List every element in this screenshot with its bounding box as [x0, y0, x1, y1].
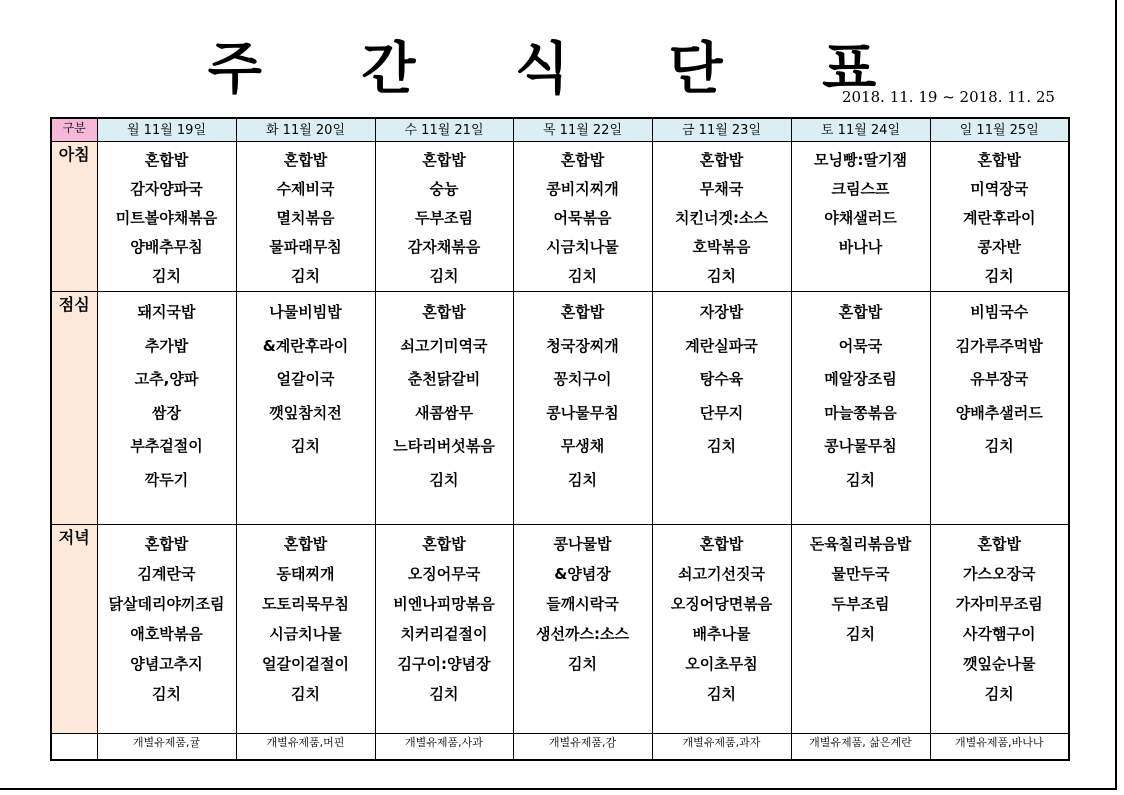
menu-item: 동태찌개	[276, 565, 335, 583]
menu-cell	[930, 142, 1069, 292]
menu-item: 탕수육	[699, 370, 744, 388]
menu-item: 콩나물무침	[824, 437, 897, 455]
menu-item-list	[237, 292, 375, 464]
menu-item: 계란실파국	[685, 336, 758, 355]
menu-item: 계란후라이	[963, 209, 1036, 227]
menu-cell	[375, 525, 513, 734]
menu-item: 치커리겉절이	[400, 625, 488, 643]
menu-item: 깍두기	[144, 470, 189, 489]
menu-cell	[236, 292, 375, 525]
menu-cell	[652, 142, 791, 292]
menu-item-list	[792, 142, 930, 262]
menu-item-list	[653, 525, 791, 709]
menu-item: 돼지국밥	[137, 303, 196, 321]
menu-item: 혼합밥	[560, 303, 605, 321]
menu-item: 배추나물	[692, 625, 751, 643]
menu-item: 나물비빔밥	[269, 303, 342, 321]
menu-item: 무생채	[560, 437, 605, 455]
weekly-menu-table	[50, 117, 1070, 761]
menu-item: 애호박볶음	[130, 625, 203, 643]
menu-item: 깻잎순나물	[963, 655, 1036, 673]
menu-item: 김치	[568, 470, 597, 489]
menu-item: 혼합밥	[422, 151, 466, 169]
menu-item: 콩나물무침	[546, 403, 619, 422]
menu-item: 비빔국수	[970, 303, 1029, 321]
menu-cell	[930, 292, 1069, 525]
meal-row-dinner	[51, 525, 1069, 734]
menu-item: 김치	[291, 267, 320, 285]
menu-item: 메알장조림	[824, 370, 897, 388]
menu-item: 김치	[152, 267, 181, 285]
menu-item: 혼합밥	[283, 535, 328, 553]
menu-cell	[791, 292, 930, 525]
menu-item-list	[98, 525, 236, 709]
header-row	[51, 118, 1069, 142]
menu-cell	[236, 142, 375, 292]
menu-cell	[652, 525, 791, 734]
menu-item-list	[376, 525, 513, 709]
menu-item: 야채샐러드	[824, 209, 897, 227]
menu-item: 바나나	[838, 238, 883, 256]
day-header: 금 11월 23일	[652, 118, 791, 142]
meal-row-breakfast	[51, 142, 1069, 292]
menu-item: &양념장	[554, 565, 611, 583]
menu-item: 얼갈이겉절이	[262, 655, 349, 673]
menu-cell	[513, 292, 652, 525]
menu-item: 김치	[152, 685, 181, 703]
menu-item: 오이초무침	[685, 655, 758, 673]
menu-cell	[930, 525, 1069, 734]
menu-item: 양배추샐러드	[955, 403, 1043, 422]
day-header: 토 11월 24일	[791, 118, 930, 142]
menu-item: 모닝빵:딸기잼	[814, 151, 907, 169]
menu-cell	[236, 525, 375, 734]
menu-cell	[97, 525, 236, 734]
menu-item: 수제비국	[276, 180, 335, 198]
menu-item: 감자채볶음	[407, 238, 481, 256]
menu-item: 콩자반	[977, 238, 1021, 256]
menu-item: 오징어무국	[407, 565, 481, 583]
menu-item-list	[653, 142, 791, 291]
menu-item: 무채국	[699, 180, 744, 198]
menu-item: 김치	[846, 470, 875, 489]
extras-label-cell	[51, 734, 97, 761]
menu-item: 가스오장국	[963, 565, 1036, 583]
menu-item: 혼합밥	[838, 303, 883, 321]
menu-item: 혼합밥	[283, 151, 328, 169]
menu-item-list	[931, 292, 1069, 464]
menu-item: 생선까스:소스	[536, 625, 629, 643]
menu-item: 크림스프	[831, 180, 890, 198]
menu-item: 혼합밥	[144, 151, 189, 169]
menu-item: 콩나물밥	[553, 535, 612, 553]
meal-label: 아침	[51, 142, 97, 292]
menu-cell	[97, 142, 236, 292]
menu-item: 김치	[707, 267, 736, 285]
menu-item: 가자미무조림	[955, 595, 1043, 613]
menu-item-list	[931, 525, 1069, 709]
menu-item: 청국장찌개	[546, 336, 619, 355]
menu-item: 멸치볶음	[276, 209, 335, 227]
menu-item: 혼합밥	[560, 151, 605, 169]
extras-row	[51, 734, 1069, 761]
menu-item: 추가밥	[144, 336, 189, 355]
day-header: 화 11월 20일	[236, 118, 375, 142]
menu-item: 치킨너겟:소스	[675, 209, 768, 227]
meal-label: 점심	[51, 292, 97, 525]
menu-item: 마늘쫑볶음	[824, 403, 897, 422]
menu-item-list	[237, 142, 375, 291]
menu-item: 어묵볶음	[553, 209, 612, 227]
menu-item: 깻잎참치전	[269, 403, 342, 422]
menu-item-list	[514, 292, 652, 497]
menu-item: 어묵국	[838, 336, 883, 355]
menu-item: 양념고추지	[130, 655, 203, 673]
menu-item: 부추겉절이	[130, 437, 203, 455]
page-title: 주 간 식 단 표	[207, 37, 917, 102]
menu-item: 들깨시락국	[546, 595, 619, 613]
menu-item: 김치	[429, 685, 459, 703]
menu-item: 김치	[291, 685, 320, 703]
menu-item: 숭늉	[429, 180, 459, 198]
menu-item: 돈육칠리볶음밥	[809, 535, 912, 553]
menu-item: 단무지	[699, 403, 744, 422]
menu-item: 미역장국	[970, 180, 1029, 198]
menu-item: 김구이:양념장	[397, 655, 491, 673]
menu-item: 자장밥	[699, 303, 744, 321]
menu-item: 고추,양파	[134, 370, 199, 388]
extra-cell: 개별유제품,머핀	[236, 734, 375, 761]
menu-item-list	[931, 142, 1069, 291]
menu-item: 새콤쌈무	[415, 403, 473, 422]
menu-item-list	[792, 292, 930, 497]
menu-item: 쇠고기미역국	[400, 336, 488, 355]
menu-item: 김치	[568, 267, 597, 285]
menu-item: 혼합밥	[699, 535, 744, 553]
menu-item: 호박볶음	[692, 238, 751, 256]
extra-cell: 개별유제품,감	[513, 734, 652, 761]
menu-item: 김치	[707, 685, 736, 703]
meal-row-lunch	[51, 292, 1069, 525]
menu-item: 김치	[984, 685, 1014, 703]
menu-item: 얼갈이국	[276, 370, 335, 388]
menu-item: 혼합밥	[422, 535, 466, 553]
menu-cell	[513, 525, 652, 734]
menu-cell	[97, 292, 236, 525]
menu-item: 김계란국	[137, 565, 196, 583]
menu-item: 느타리버섯볶음	[393, 437, 495, 455]
menu-item-list	[514, 142, 652, 291]
menu-item: 김치	[429, 470, 459, 489]
menu-item: 비엔나피망볶음	[393, 595, 495, 613]
menu-item: &계란후라이	[262, 336, 349, 355]
menu-item: 시금치나물	[269, 625, 342, 643]
menu-item: 혼합밥	[977, 151, 1021, 169]
date-range: 2018. 11. 19 ~ 2018. 11. 25	[842, 88, 1055, 106]
menu-cell	[652, 292, 791, 525]
menu-item: 양배추무침	[130, 238, 203, 256]
menu-item-list	[514, 525, 652, 679]
menu-item: 김치	[707, 437, 736, 455]
menu-item-list	[792, 525, 930, 649]
menu-cell	[375, 142, 513, 292]
menu-item-list	[653, 292, 791, 464]
menu-cell	[791, 142, 930, 292]
menu-item: 김치	[291, 437, 320, 455]
menu-cell	[513, 142, 652, 292]
menu-item: 혼합밥	[977, 535, 1021, 553]
menu-item: 김가루주먹밥	[955, 336, 1043, 355]
menu-item: 김치	[984, 437, 1014, 455]
menu-item: 혼합밥	[422, 303, 466, 321]
menu-item: 김치	[429, 267, 459, 285]
menu-item: 두부조림	[831, 595, 890, 613]
menu-item: 혼합밥	[144, 535, 189, 553]
day-header: 수 11월 21일	[375, 118, 513, 142]
menu-item-list	[98, 142, 236, 291]
menu-item: 닭살데리야끼조림	[108, 595, 225, 613]
menu-item: 김치	[846, 625, 875, 643]
menu-item: 오징어당면볶음	[670, 595, 773, 613]
category-header: 구분	[51, 118, 97, 142]
extra-cell: 개별유제품,사과	[375, 734, 513, 761]
menu-item: 물만두국	[831, 565, 890, 583]
menu-item: 감자양파국	[130, 180, 203, 198]
extra-cell: 개별유제품,바나나	[930, 734, 1069, 761]
menu-item: 김치	[568, 655, 597, 673]
menu-item: 혼합밥	[699, 151, 744, 169]
day-header: 일 11월 25일	[930, 118, 1069, 142]
extra-cell: 개별유제품,귤	[97, 734, 236, 761]
menu-cell	[375, 292, 513, 525]
day-header: 목 11월 22일	[513, 118, 652, 142]
menu-item-list	[237, 525, 375, 709]
menu-item: 쇠고기선짓국	[678, 565, 765, 583]
menu-item: 물파래무침	[269, 238, 342, 256]
menu-item: 꽁치구이	[553, 370, 612, 388]
menu-item-list	[376, 292, 513, 497]
menu-item: 유부장국	[970, 370, 1029, 388]
menu-item: 춘천닭갈비	[407, 370, 481, 388]
menu-item: 쌈장	[152, 403, 181, 422]
menu-cell	[791, 525, 930, 734]
extra-cell: 개별유제품, 삶은계란	[791, 734, 930, 761]
day-header: 월 11월 19일	[97, 118, 236, 142]
menu-item-list	[376, 142, 513, 291]
meal-label: 저녁	[51, 525, 97, 734]
menu-item: 김치	[984, 267, 1014, 285]
extra-cell: 개별유제품,과자	[652, 734, 791, 761]
menu-item: 도토리묵무침	[262, 595, 349, 613]
menu-item: 미트볼야채볶음	[115, 209, 218, 227]
menu-item: 두부조림	[415, 209, 473, 227]
menu-item-list	[98, 292, 236, 497]
menu-item: 시금치나물	[546, 238, 619, 256]
menu-item: 콩비지찌개	[546, 180, 619, 198]
menu-item: 사각햄구이	[963, 625, 1036, 643]
